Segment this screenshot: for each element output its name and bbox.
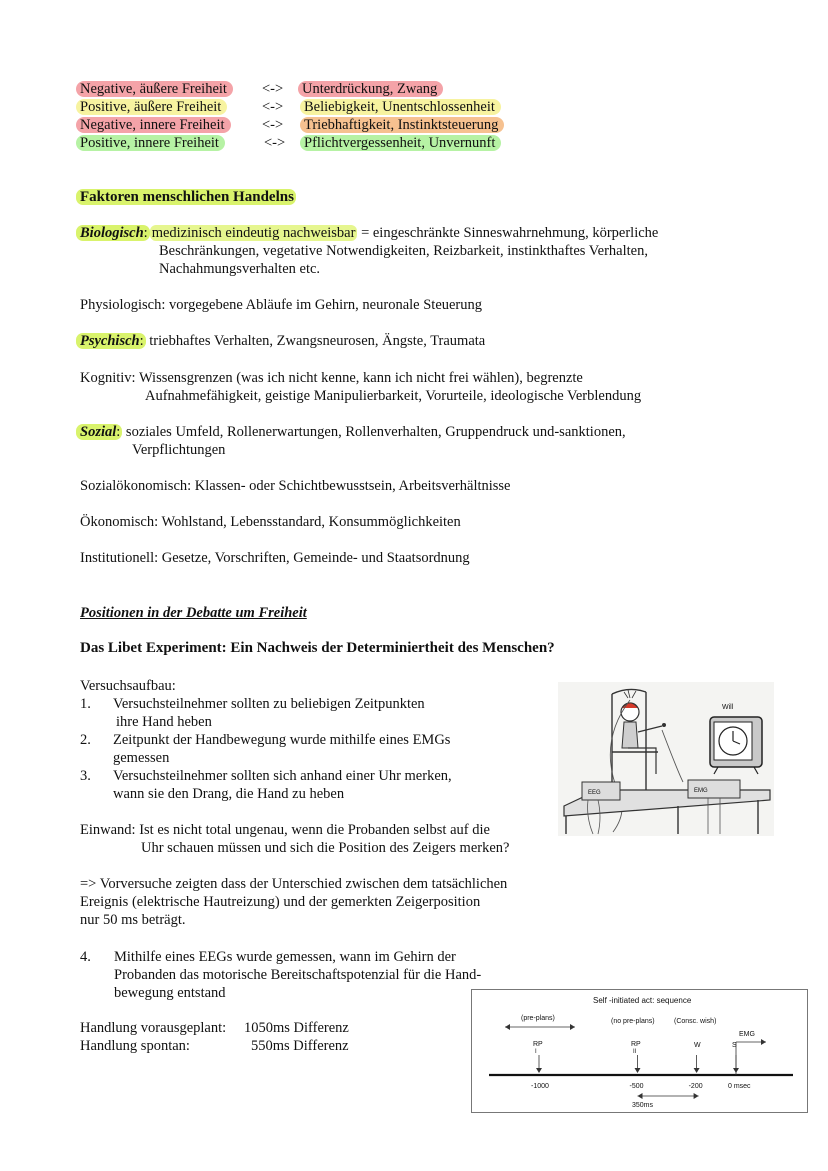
rp1-roman: I (535, 1049, 537, 1055)
factor-kognitiv: Kognitiv: Wissensgrenzen (was ich nicht kenne, kann ich nicht frei wählen), begrenzte (80, 370, 583, 386)
pre-trials-continuation: Ereignis (elektrische Hautreizung) und der gemerkten Zeigerposition (80, 894, 481, 910)
step-text: bewegung entstand (114, 985, 226, 1001)
factor-text: triebhaftes Verhalten, Zwangsneurosen, Ängste, Traumata (145, 333, 486, 349)
timeline-title: Self -initiated act: sequence (593, 996, 692, 1005)
colon: : (143, 225, 148, 241)
libet-illustration (558, 682, 774, 836)
step-number: 2. (80, 732, 91, 748)
no-pre-plans-label: (no pre-plans) (611, 1018, 655, 1025)
emg-label: EMG (694, 788, 708, 794)
factor-institutionell: Institutionell: Gesetze, Vorschriften, Gemeinde- und Staatsordnung (80, 550, 470, 566)
w-label: W (694, 1042, 701, 1049)
result-label: Handlung vorausgeplant: (80, 1020, 227, 1036)
factor-label: Sozial (80, 424, 117, 440)
freedom-left: Negative, innere Freiheit (76, 117, 231, 133)
factor-text: soziales Umfeld, Rollenerwartungen, Rollenverhalten, Gruppendruck und-sanktionen, (122, 424, 626, 440)
result-value: 1050ms Differenz (244, 1020, 349, 1036)
step-number: 4. (80, 949, 91, 965)
tick-label: -1000 (531, 1083, 549, 1090)
step-number: 1. (80, 696, 91, 712)
rp2-label: RP (631, 1041, 641, 1048)
factor-oekonomisch: Ökonomisch: Wohlstand, Lebensstandard, Konsummöglichkeiten (80, 514, 461, 530)
freedom-left: Positive, innere Freiheit (76, 135, 225, 151)
timeline-diagram (471, 989, 808, 1113)
result-value: 550ms Differenz (251, 1038, 349, 1054)
step-text: Probanden das motorische Bereitschaftspotenzial für die Hand- (114, 967, 482, 983)
pre-trials-continuation: nur 50 ms beträgt. (80, 912, 186, 928)
will-label: Will (722, 704, 734, 711)
result-label: Handlung spontan: (80, 1038, 190, 1054)
span-label: 350ms (632, 1102, 654, 1109)
step-text: Zeitpunkt der Handbewegung wurde mithilfe eines EMGs (113, 732, 451, 748)
factor-sozial (80, 423, 626, 441)
factor-text: = eingeschränkte Sinneswahrnehmung, körperliche (357, 225, 659, 241)
freedom-left: Negative, äußere Freiheit (76, 81, 233, 97)
step-number: 3. (80, 768, 91, 784)
step-text: Versuchsteilnehmer sollten sich anhand einer Uhr merken, (113, 768, 452, 784)
factor-psychisch (80, 332, 485, 350)
arrow-sep: <-> (262, 99, 284, 115)
emg-label: EMG (739, 1031, 755, 1038)
tick-label: -200 (688, 1083, 703, 1090)
factor-physiologisch: Physiologisch: vorgegebene Abläufe im Gehirn, neuronale Steuerung (80, 297, 483, 313)
step-text: Mithilfe eines EEGs wurde gemessen, wann im Gehirn der (114, 949, 456, 965)
factor-continuation: Beschränkungen, vegetative Notwendigkeiten, Reizbarkeit, instinkthaftes Verhalten, (159, 243, 648, 259)
step-text: Versuchsteilnehmer sollten zu beliebigen Zeitpunkten (113, 696, 425, 712)
colon: : (139, 333, 144, 349)
freedom-right: Beliebigkeit, Unentschlossenheit (300, 99, 501, 115)
highlight-text: medizinisch eindeutig nachweisbar (151, 225, 356, 241)
objection: Einwand: Ist es nicht total ungenau, wenn die Probanden selbst auf die (80, 822, 490, 838)
consc-wish-label: (Consc. wish) (674, 1018, 717, 1025)
eeg-label: EEG (588, 790, 601, 796)
positions-heading: Positionen in der Debatte um Freiheit (80, 605, 307, 621)
factor-label: Biologisch (80, 225, 144, 241)
arrow-sep: <-> (262, 81, 284, 97)
tick-label: 0 msec (728, 1083, 751, 1090)
tick-label: -500 (629, 1083, 644, 1090)
factor-continuation: Verpflichtungen (132, 442, 226, 458)
factor-label: Psychisch (80, 333, 140, 349)
freedom-right: Unterdrückung, Zwang (298, 81, 443, 97)
rp2-roman: II (633, 1049, 637, 1055)
freedom-left: Positive, äußere Freiheit (76, 99, 227, 115)
freedom-right: Triebhaftigkeit, Instinktsteuerung (300, 117, 504, 133)
pre-trials: => Vorversuche zeigten dass der Unterschied zwischen dem tatsächlichen (80, 876, 508, 892)
step-text: wann sie den Drang, die Hand zu heben (113, 786, 345, 802)
rp1-label: RP (533, 1041, 543, 1048)
pre-plans-label: (pre-plans) (521, 1015, 555, 1022)
factor-continuation: Nachahmungsverhalten etc. (159, 261, 321, 277)
freedom-row (80, 80, 233, 98)
arrow-sep: <-> (264, 135, 286, 151)
objection-continuation: Uhr schauen müssen und sich die Position des Zeigers merken? (141, 840, 510, 856)
factor-sozialoekonomisch: Sozialökonomisch: Klassen- oder Schichtbewusstsein, Arbeitsverhältnisse (80, 478, 511, 494)
factor-continuation: Aufnahmefähigkeit, geistige Manipulierbarkeit, Vorurteile, ideologische Verblendung (145, 388, 642, 404)
arrow-sep: <-> (262, 117, 284, 133)
factor-biologisch (80, 224, 658, 242)
s-label: S (732, 1042, 737, 1049)
setup-label: Versuchsaufbau: (80, 678, 176, 694)
libet-heading: Das Libet Experiment: Ein Nachweis der Determiniertheit des Menschen? (80, 640, 555, 656)
step-text: ihre Hand heben (116, 714, 212, 730)
factors-heading: Faktoren menschlichen Handelns (76, 189, 296, 205)
colon: : (116, 424, 121, 440)
freedom-right: Pflichtvergessenheit, Unvernunft (300, 135, 501, 151)
step-text: gemessen (113, 750, 170, 766)
